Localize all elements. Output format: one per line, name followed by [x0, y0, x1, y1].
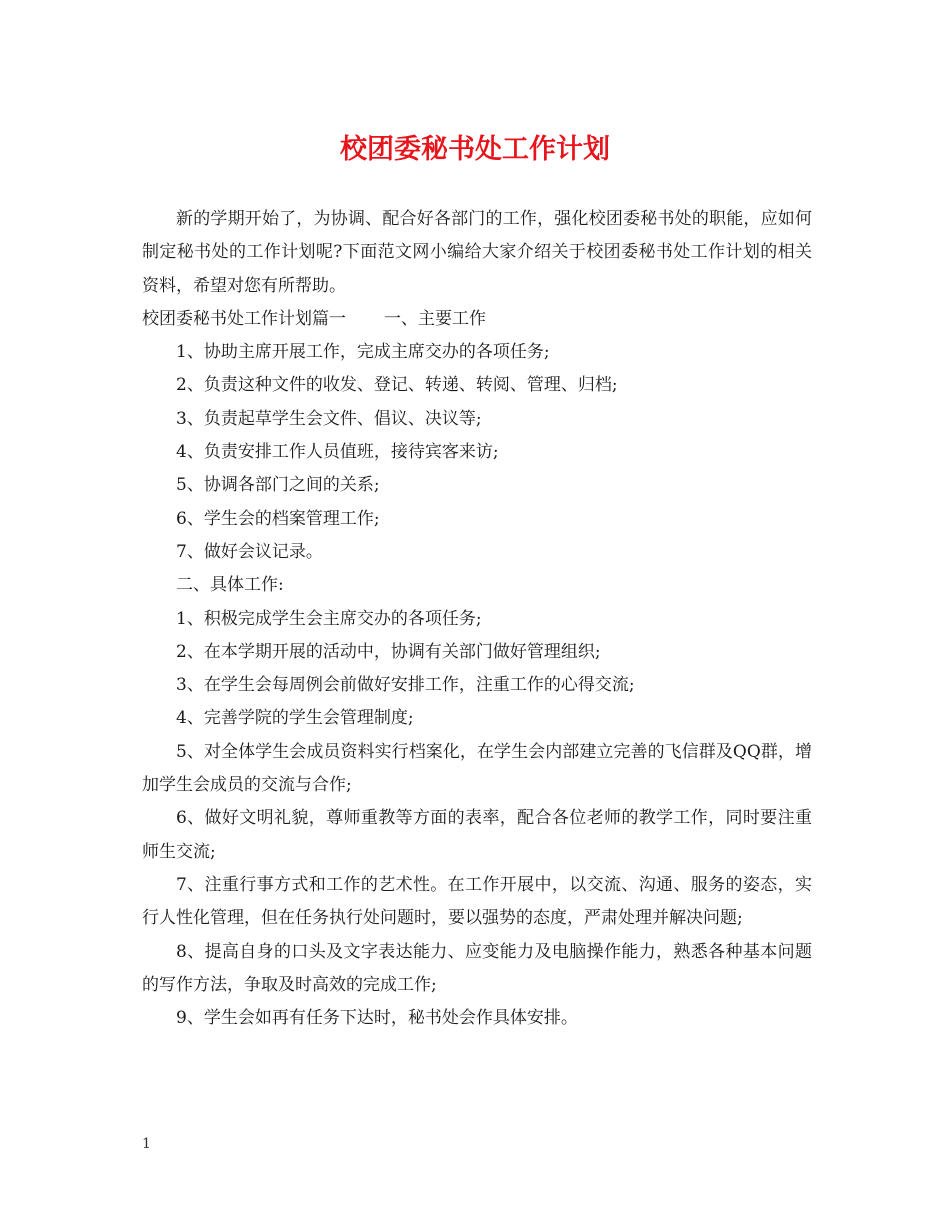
- specific-work-item: 5、对全体学生会成员资料实行档案化，在学生会内部建立完善的飞信群及QQ群，增加学生会成员的交流与合作;: [142, 741, 812, 796]
- section-heading-line: [142, 303, 812, 336]
- main-duty-item: 5、协调各部门之间的关系;: [176, 475, 380, 496]
- document-title: 校团委秘书处工作计划: [340, 134, 610, 165]
- specific-work-item: 7、注重行事方式和工作的艺术性。在工作开展中，以交流、沟通、服务的姿态，实行人性化管理，但在任务执行处问题时，要以强势的态度，严肃处理并解决问题;: [142, 874, 812, 929]
- intro-paragraph: 新的学期开始了，为协调、配合好各部门的工作，强化校团委秘书处的职能，应如何制定秘书处的工作计划呢?下面范文网小编给大家介绍关于校团委秘书处工作计划的相关资料，希望对您有所帮助。: [142, 209, 812, 296]
- main-duty-item: 3、负责起草学生会文件、倡议、决议等;: [176, 408, 482, 429]
- main-duty-item: 4、负责安排工作人员值班，接待宾客来访;: [176, 442, 499, 463]
- specific-work-item: 1、积极完成学生会主席交办的各项任务;: [176, 608, 482, 629]
- section-two-title: 二、具体工作:: [176, 575, 284, 596]
- page-number: 1: [142, 1136, 151, 1152]
- specific-work-item: 2、在本学期开展的活动中，协调有关部门做好管理组织;: [176, 641, 601, 662]
- specific-work-item: 3、在学生会每周例会前做好安排工作，注重工作的心得交流;: [176, 675, 635, 696]
- main-duty-item: 1、协助主席开展工作，完成主席交办的各项任务;: [176, 342, 550, 363]
- specific-work-item: 9、学生会如再有任务下达时，秘书处会作具体安排。: [176, 1008, 578, 1029]
- specific-work-item: 8、提高自身的口头及文字表达能力、应变能力及电脑操作能力，熟悉各种基本问题的写作方法，争取及时高效的完成工作;: [142, 941, 812, 995]
- main-duty-item: 7、做好会议记录。: [176, 541, 323, 562]
- main-duty-item: 2、负责这种文件的收发、登记、转递、转阅、管理、归档;: [176, 375, 618, 396]
- section-heading: 校团委秘书处工作计划篇一: [142, 308, 346, 329]
- section-one-title: 一、主要工作: [384, 308, 486, 329]
- specific-work-item: 4、完善学院的学生会管理制度;: [176, 708, 414, 729]
- document-body: [142, 203, 812, 1035]
- specific-work-item: 6、做好文明礼貌，尊师重教等方面的表率，配合各位老师的教学工作，同时要注重师生交流;: [142, 808, 812, 862]
- main-duty-item: 6、学生会的档案管理工作;: [176, 508, 380, 529]
